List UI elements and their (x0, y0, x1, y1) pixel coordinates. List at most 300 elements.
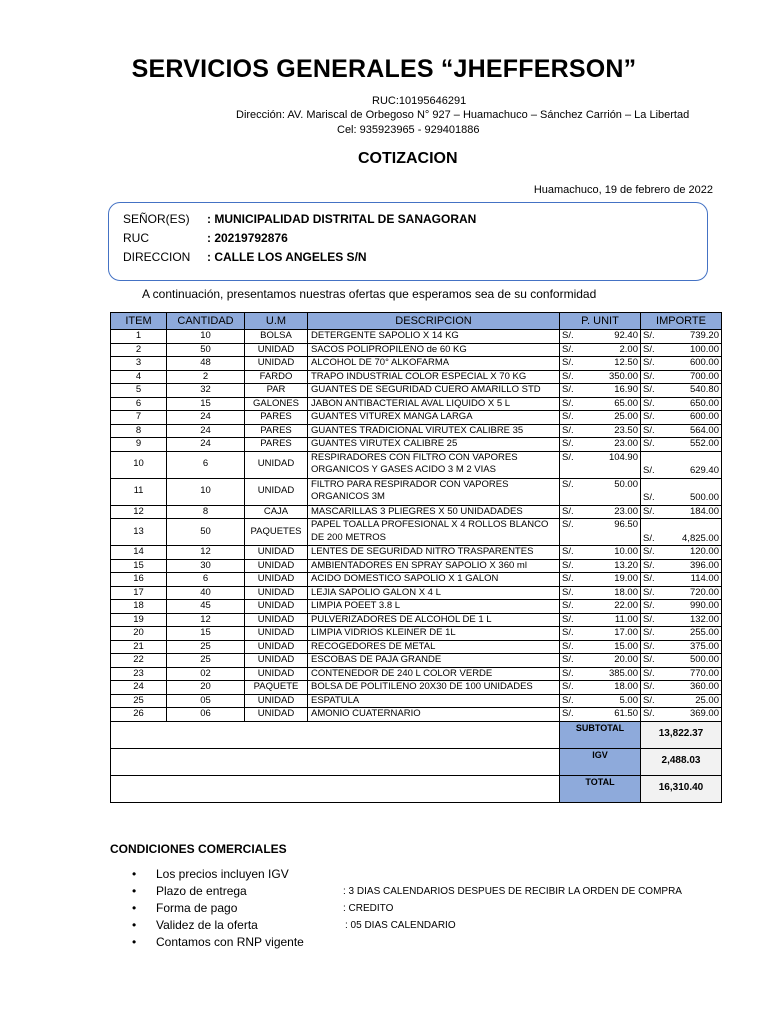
currency-symbol: S/. (562, 519, 574, 530)
item-number-cell: 13 (111, 519, 167, 546)
amount-cell-value: 120.00 (689, 546, 719, 557)
table-row (111, 451, 722, 478)
currency-symbol: S/. (643, 708, 655, 719)
amount-cell (641, 519, 722, 546)
currency-symbol: S/. (643, 492, 655, 503)
currency-symbol: S/. (562, 424, 574, 436)
unit-price-cell-value: 23.50 (614, 424, 638, 436)
condition-item (132, 901, 732, 918)
amount-cell (641, 613, 722, 627)
table-row (111, 600, 722, 614)
currency-symbol: S/. (643, 532, 655, 544)
currency-symbol: S/. (643, 586, 655, 598)
amount-cell (641, 384, 722, 398)
amount-cell (641, 654, 722, 668)
description-cell: GUANTES VITUREX MANGA LARGA (308, 411, 560, 425)
amount-cell-value: 375.00 (689, 640, 719, 652)
amount-cell-value: 369.00 (689, 708, 719, 719)
table-row (111, 397, 722, 411)
condition-item (132, 884, 732, 901)
unit-price-cell (560, 586, 641, 600)
quantity-cell: 24 (167, 438, 245, 452)
condition-label: Validez de la oferta (156, 918, 258, 932)
currency-symbol: S/. (562, 505, 574, 517)
unit-price-cell-value: 2.00 (619, 343, 638, 355)
table-row (111, 627, 722, 641)
quantity-cell: 48 (167, 357, 245, 371)
table-header-row (111, 313, 722, 330)
bullet-icon: • (132, 918, 137, 932)
item-number-cell: 6 (111, 397, 167, 411)
unit-price-cell-value: 61.50 (614, 708, 638, 719)
currency-symbol: S/. (643, 681, 655, 692)
quantity-cell: 20 (167, 681, 245, 695)
bullet-icon: • (132, 867, 137, 881)
currency-symbol: S/. (643, 600, 655, 611)
amount-cell (641, 640, 722, 654)
unit-price-cell-value: 18.00 (614, 681, 638, 692)
quantity-cell: 40 (167, 586, 245, 600)
unit-price-cell (560, 330, 641, 344)
unit-cell: UNIDAD (245, 559, 308, 573)
currency-symbol: S/. (643, 546, 655, 557)
document-date: Huamachuco, 19 de febrero de 2022 (533, 184, 713, 196)
currency-symbol: S/. (562, 573, 574, 584)
amount-cell-value: 770.00 (689, 667, 719, 679)
unit-price-cell (560, 357, 641, 371)
description-cell: JABON ANTIBACTERIAL AVAL LIQUIDO X 5 L (308, 397, 560, 411)
table-row (111, 505, 722, 519)
description-cell: RESPIRADORES CON FILTRO CON VAPORES ORGANICOS Y GASES ACIDO 3 M 2 VIAS (308, 451, 560, 478)
conditions-title: CONDICIONES COMERCIALES (110, 842, 287, 856)
unit-cell: UNIDAD (245, 586, 308, 600)
unit-price-cell-value: 350.00 (608, 370, 638, 382)
currency-symbol: S/. (562, 384, 574, 395)
item-number-cell: 26 (111, 708, 167, 722)
igv-label: IGV (560, 748, 641, 775)
table-row (111, 384, 722, 398)
currency-symbol: S/. (562, 627, 574, 638)
unit-price-cell (560, 667, 641, 681)
company-name: SERVICIOS GENERALES “JHEFFERSON” (131, 55, 637, 83)
table-row (111, 411, 722, 425)
description-cell: LIMPIA POEET 3.8 L (308, 600, 560, 614)
amount-cell (641, 370, 722, 384)
currency-symbol: S/. (562, 559, 574, 571)
item-number-cell: 7 (111, 411, 167, 425)
currency-symbol: S/. (643, 573, 655, 584)
quantity-cell: 10 (167, 478, 245, 505)
item-number-cell: 2 (111, 343, 167, 357)
unit-cell: FARDO (245, 370, 308, 384)
amount-cell (641, 627, 722, 641)
unit-price-cell-value: 18.00 (614, 586, 638, 598)
unit-cell: UNIDAD (245, 343, 308, 357)
amount-cell (641, 343, 722, 357)
table-row (111, 694, 722, 708)
amount-cell (641, 667, 722, 681)
currency-symbol: S/. (643, 330, 655, 341)
unit-price-cell-value: 19.00 (614, 573, 638, 584)
description-cell: FILTRO PARA RESPIRADOR CON VAPORES ORGANICOS 3M (308, 478, 560, 505)
description-cell: CONTENEDOR DE 240 L COLOR VERDE (308, 667, 560, 681)
unit-price-cell-value: 11.00 (614, 613, 638, 625)
description-cell: LEJIA SAPOLIO GALON X 4 L (308, 586, 560, 600)
amount-cell (641, 478, 722, 505)
quantity-cell: 50 (167, 519, 245, 546)
header-quantity: CANTIDAD (167, 313, 245, 330)
quantity-cell: 15 (167, 397, 245, 411)
currency-symbol: S/. (643, 559, 655, 571)
unit-price-cell-value: 16.90 (614, 384, 638, 395)
table-row (111, 613, 722, 627)
currency-symbol: S/. (643, 694, 655, 706)
currency-symbol: S/. (643, 667, 655, 679)
client-name-value: : MUNICIPALIDAD DISTRITAL DE SANAGORAN (207, 212, 477, 226)
item-number-cell: 8 (111, 424, 167, 438)
currency-symbol: S/. (643, 465, 655, 476)
unit-price-cell (560, 681, 641, 695)
unit-cell: UNIDAD (245, 451, 308, 478)
amount-cell-value: 720.00 (689, 586, 719, 598)
unit-price-cell-value: 5.00 (619, 694, 638, 706)
amount-cell (641, 573, 722, 587)
amount-cell (641, 411, 722, 425)
amount-cell-value: 739.20 (689, 330, 719, 341)
amount-cell-value: 25.00 (695, 694, 719, 706)
unit-cell: PARES (245, 424, 308, 438)
unit-price-cell-value: 12.50 (614, 357, 638, 368)
table-row (111, 330, 722, 344)
unit-price-cell (560, 384, 641, 398)
amount-cell-value: 184.00 (689, 505, 719, 517)
quantity-cell: 24 (167, 411, 245, 425)
description-cell: PULVERIZADORES DE ALCOHOL DE 1 L (308, 613, 560, 627)
amount-cell (641, 546, 722, 560)
amount-cell-value: 100.00 (689, 343, 719, 355)
amount-cell-value: 629.40 (689, 465, 719, 476)
item-number-cell: 12 (111, 505, 167, 519)
unit-price-cell (560, 343, 641, 357)
quantity-cell: 05 (167, 694, 245, 708)
bullet-icon: • (132, 901, 137, 915)
unit-price-cell (560, 573, 641, 587)
description-cell: GUANTES TRADICIONAL VIRUTEX CALIBRE 35 (308, 424, 560, 438)
amount-cell-value: 700.00 (689, 370, 719, 382)
unit-price-cell (560, 370, 641, 384)
table-body (111, 330, 722, 722)
currency-symbol: S/. (562, 370, 574, 382)
subtotal-row (111, 721, 722, 748)
client-name-label: SEÑOR(ES) (123, 212, 190, 226)
amount-cell-value: 600.00 (689, 357, 719, 368)
unit-price-cell (560, 451, 641, 478)
quantity-cell: 25 (167, 654, 245, 668)
unit-price-cell (560, 505, 641, 519)
condition-item (132, 867, 732, 884)
currency-symbol: S/. (643, 370, 655, 382)
quantity-cell: 12 (167, 613, 245, 627)
amount-cell-value: 990.00 (689, 600, 719, 611)
amount-cell (641, 505, 722, 519)
total-spacer (111, 775, 560, 802)
table-row (111, 681, 722, 695)
description-cell: GUANTES VIRUTEX CALIBRE 25 (308, 438, 560, 452)
quantity-cell: 2 (167, 370, 245, 384)
item-number-cell: 21 (111, 640, 167, 654)
client-address-value: : CALLE LOS ANGELES S/N (207, 250, 367, 264)
intro-text: A continuación, presentamos nuestras ofertas que esperamos sea de su conformidad (142, 287, 597, 301)
subtotal-spacer (111, 721, 560, 748)
unit-price-cell (560, 708, 641, 722)
currency-symbol: S/. (643, 384, 655, 395)
description-cell: PAPEL TOALLA PROFESIONAL X 4 ROLLOS BLANCO DE 200 METROS (308, 519, 560, 546)
unit-cell: UNIDAD (245, 708, 308, 722)
unit-price-cell (560, 397, 641, 411)
item-number-cell: 3 (111, 357, 167, 371)
unit-cell: CAJA (245, 505, 308, 519)
unit-price-cell-value: 65.00 (614, 397, 638, 409)
client-name-row (123, 212, 476, 226)
quantity-cell: 45 (167, 600, 245, 614)
amount-cell-value: 540.80 (689, 384, 719, 395)
table-row (111, 546, 722, 560)
unit-cell: UNIDAD (245, 600, 308, 614)
quantity-cell: 30 (167, 559, 245, 573)
currency-symbol: S/. (562, 411, 574, 422)
quantity-cell: 25 (167, 640, 245, 654)
unit-price-cell-value: 13.20 (614, 559, 638, 571)
currency-symbol: S/. (562, 330, 574, 341)
description-cell: GUANTES DE SEGURIDAD CUERO AMARILLO STD (308, 384, 560, 398)
amount-cell-value: 552.00 (689, 438, 719, 449)
company-address: Dirección: AV. Mariscal de Orbegoso N° 927 – Huamachuco – Sánchez Carrión – La Libertad (236, 109, 690, 121)
unit-price-cell (560, 478, 641, 505)
description-cell: AMBIENTADORES EN SPRAY SAPOLIO X 360 ml (308, 559, 560, 573)
unit-cell: UNIDAD (245, 627, 308, 641)
amount-cell (641, 424, 722, 438)
unit-cell: PAQUETE (245, 681, 308, 695)
unit-price-cell-value: 23.00 (614, 438, 638, 449)
total-value: 16,310.40 (641, 775, 722, 802)
amount-cell (641, 451, 722, 478)
table-row (111, 708, 722, 722)
table-row (111, 519, 722, 546)
igv-row (111, 748, 722, 775)
item-number-cell: 25 (111, 694, 167, 708)
currency-symbol: S/. (562, 397, 574, 409)
bullet-icon: • (132, 884, 137, 898)
conditions-list (132, 867, 732, 952)
description-cell: ESCOBAS DE PAJA GRANDE (308, 654, 560, 668)
unit-price-cell-value: 385.00 (608, 667, 638, 679)
quotation-table (110, 312, 722, 803)
amount-cell-value: 255.00 (689, 627, 719, 638)
quantity-cell: 50 (167, 343, 245, 357)
subtotal-value: 13,822.37 (641, 721, 722, 748)
unit-cell: UNIDAD (245, 546, 308, 560)
quantity-cell: 32 (167, 384, 245, 398)
currency-symbol: S/. (643, 640, 655, 652)
condition-label: Forma de pago (156, 901, 238, 915)
table-row (111, 573, 722, 587)
unit-price-cell (560, 559, 641, 573)
item-number-cell: 1 (111, 330, 167, 344)
quantity-cell: 10 (167, 330, 245, 344)
unit-price-cell-value: 23.00 (614, 505, 638, 517)
unit-cell: PAQUETES (245, 519, 308, 546)
currency-symbol: S/. (643, 357, 655, 368)
unit-price-cell-value: 96.50 (614, 519, 638, 530)
unit-cell: UNIDAD (245, 694, 308, 708)
currency-symbol: S/. (562, 708, 574, 719)
amount-cell (641, 708, 722, 722)
table-row (111, 667, 722, 681)
currency-symbol: S/. (562, 478, 574, 490)
header-unit-price: P. UNIT (560, 313, 641, 330)
header-item: ITEM (111, 313, 167, 330)
amount-cell-value: 360.00 (689, 681, 719, 692)
unit-price-cell (560, 600, 641, 614)
currency-symbol: S/. (562, 343, 574, 355)
company-ruc: RUC:10195646291 (372, 95, 467, 107)
quantity-cell: 6 (167, 451, 245, 478)
client-info-box (108, 202, 708, 281)
unit-price-cell-value: 50.00 (614, 478, 638, 490)
condition-value: : CREDITO (343, 903, 394, 914)
amount-cell (641, 586, 722, 600)
currency-symbol: S/. (643, 505, 655, 517)
header-unit: U.M (245, 313, 308, 330)
currency-symbol: S/. (562, 438, 574, 449)
currency-symbol: S/. (643, 411, 655, 422)
item-number-cell: 20 (111, 627, 167, 641)
table-row (111, 559, 722, 573)
description-cell: ALCOHOL DE 70° ALKOFARMA (308, 357, 560, 371)
item-number-cell: 18 (111, 600, 167, 614)
quantity-cell: 15 (167, 627, 245, 641)
currency-symbol: S/. (643, 397, 655, 409)
unit-cell: UNIDAD (245, 573, 308, 587)
description-cell: ACIDO DOMESTICO SAPOLIO X 1 GALON (308, 573, 560, 587)
unit-price-cell (560, 654, 641, 668)
table-row (111, 478, 722, 505)
quantity-cell: 02 (167, 667, 245, 681)
amount-cell-value: 4,825.00 (682, 532, 719, 544)
amount-cell-value: 500.00 (689, 654, 719, 665)
currency-symbol: S/. (643, 613, 655, 625)
amount-cell (641, 681, 722, 695)
totals-section (111, 721, 722, 802)
amount-cell (641, 559, 722, 573)
description-cell: MASCARILLAS 3 PLIEGRES X 50 UNIDADADES (308, 505, 560, 519)
condition-label: Contamos con RNP vigente (156, 935, 304, 949)
unit-price-cell-value: 22.00 (614, 600, 638, 611)
unit-price-cell-value: 92.40 (614, 330, 638, 341)
item-number-cell: 14 (111, 546, 167, 560)
currency-symbol: S/. (562, 600, 574, 611)
currency-symbol: S/. (562, 451, 574, 463)
igv-value: 2,488.03 (641, 748, 722, 775)
unit-price-cell (560, 411, 641, 425)
unit-price-cell-value: 17.00 (614, 627, 638, 638)
item-number-cell: 15 (111, 559, 167, 573)
igv-spacer (111, 748, 560, 775)
unit-cell: PARES (245, 438, 308, 452)
header-amount: IMPORTE (641, 313, 722, 330)
table-row (111, 370, 722, 384)
amount-cell (641, 397, 722, 411)
quantity-cell: 8 (167, 505, 245, 519)
item-number-cell: 9 (111, 438, 167, 452)
unit-price-cell-value: 104.90 (608, 451, 638, 463)
currency-symbol: S/. (562, 654, 574, 665)
unit-price-cell (560, 546, 641, 560)
currency-symbol: S/. (562, 586, 574, 598)
item-number-cell: 11 (111, 478, 167, 505)
currency-symbol: S/. (562, 613, 574, 625)
amount-cell-value: 396.00 (689, 559, 719, 571)
amount-cell (641, 694, 722, 708)
table-row (111, 640, 722, 654)
table-row (111, 654, 722, 668)
currency-symbol: S/. (643, 438, 655, 449)
amount-cell (641, 330, 722, 344)
unit-cell: UNIDAD (245, 654, 308, 668)
description-cell: RECOGEDORES DE METAL (308, 640, 560, 654)
client-ruc-row (123, 231, 288, 245)
description-cell: TRAPO INDUSTRIAL COLOR ESPECIAL X 70 KG (308, 370, 560, 384)
description-cell: DETERGENTE SAPOLIO X 14 KG (308, 330, 560, 344)
unit-price-cell (560, 519, 641, 546)
unit-price-cell-value: 25.00 (614, 411, 638, 422)
item-number-cell: 22 (111, 654, 167, 668)
unit-cell: PAR (245, 384, 308, 398)
client-ruc-label: RUC (123, 231, 149, 245)
amount-cell-value: 600.00 (689, 411, 719, 422)
amount-cell-value: 132.00 (689, 613, 719, 625)
header-description: DESCRIPCION (308, 313, 560, 330)
table-row (111, 343, 722, 357)
unit-price-cell (560, 613, 641, 627)
quantity-cell: 6 (167, 573, 245, 587)
client-address-label: DIRECCION (123, 250, 191, 264)
table-row (111, 424, 722, 438)
subtotal-label: SUBTOTAL (560, 721, 641, 748)
client-address-row (123, 250, 367, 264)
unit-price-cell (560, 694, 641, 708)
unit-price-cell-value: 10.00 (614, 546, 638, 557)
quantity-cell: 24 (167, 424, 245, 438)
company-phone: Cel: 935923965 - 929401886 (337, 124, 480, 136)
description-cell: ESPATULA (308, 694, 560, 708)
total-row (111, 775, 722, 802)
item-number-cell: 4 (111, 370, 167, 384)
amount-cell (641, 438, 722, 452)
unit-cell: UNIDAD (245, 478, 308, 505)
unit-cell: PARES (245, 411, 308, 425)
description-cell: LIMPIA VIDRIOS KLEINER DE 1L (308, 627, 560, 641)
currency-symbol: S/. (643, 627, 655, 638)
currency-symbol: S/. (643, 654, 655, 665)
unit-price-cell-value: 15.00 (614, 640, 638, 652)
item-number-cell: 23 (111, 667, 167, 681)
item-number-cell: 19 (111, 613, 167, 627)
unit-cell: UNIDAD (245, 357, 308, 371)
client-ruc-value: : 20219792876 (207, 231, 288, 245)
condition-value: : 3 DIAS CALENDARIOS DESPUES DE RECIBIR LA ORDEN DE COMPRA (343, 886, 682, 897)
condition-item (132, 918, 732, 935)
